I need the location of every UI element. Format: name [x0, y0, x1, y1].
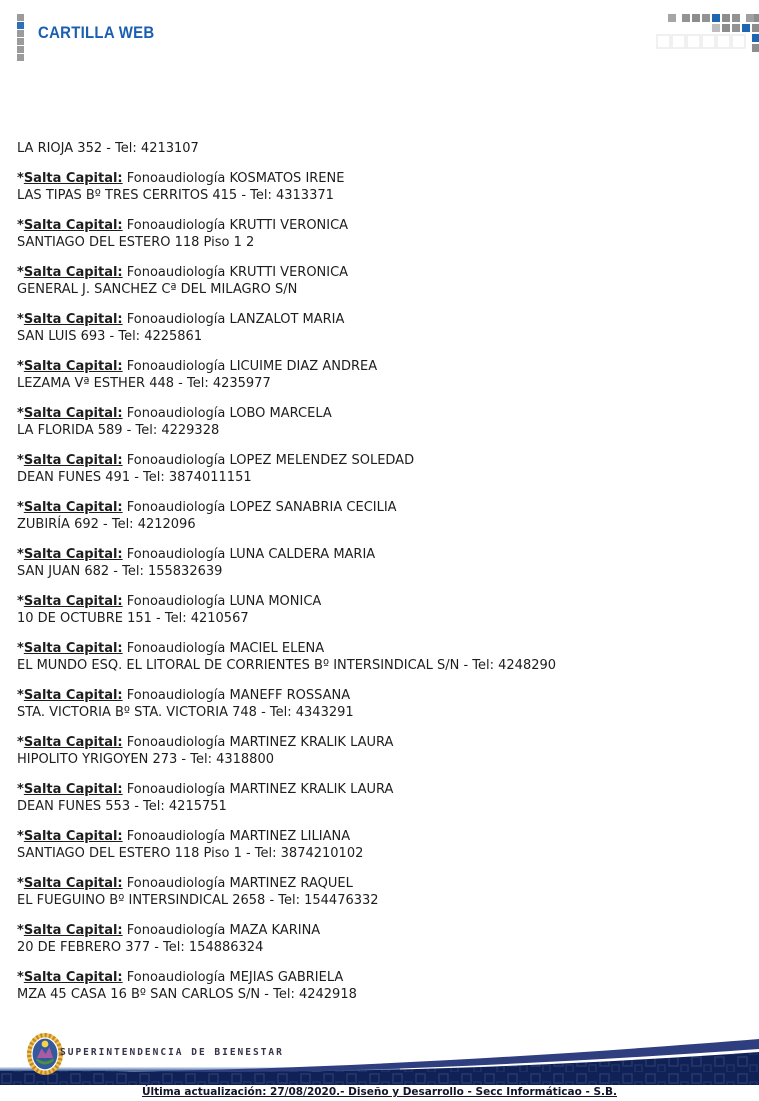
entry-header-line: [17, 311, 742, 328]
entry-marker: *: [17, 218, 24, 233]
directory-entry: [17, 922, 742, 956]
entry-marker: *: [17, 970, 24, 985]
org-logo: [25, 1031, 65, 1077]
entry-address: GENERAL J. SANCHEZ Cª DEL MILAGRO S/N: [17, 282, 298, 297]
footer-update-line: Última actualización: 27/08/2020.- Diseño y Desarrollo - Secc Informáticao - S.B.: [141, 1086, 618, 1098]
entry-label: Salta Capital:: [23, 782, 123, 797]
entry-label: Salta Capital:: [23, 547, 123, 562]
entry-specialty-name: Fonoaudiología LUNA MONICA: [122, 594, 322, 609]
entry-marker: *: [17, 876, 24, 891]
directory-entry: [17, 170, 742, 204]
entry-address: DEAN FUNES 553 - Tel: 4215751: [17, 799, 227, 814]
entry-marker: *: [17, 923, 24, 938]
entry-marker: *: [17, 782, 24, 797]
org-name: SUPERINTENDENCIA DE BIENESTAR: [60, 1047, 284, 1058]
entry-marker: *: [17, 829, 24, 844]
entry-header-line: [17, 546, 742, 563]
entry-address: ZUBIRÍA 692 - Tel: 4212096: [17, 517, 196, 532]
directory-entry: [17, 734, 742, 768]
entry-specialty-name: Fonoaudiología KRUTTI VERONICA: [122, 218, 349, 233]
entry-label: Salta Capital:: [23, 641, 123, 656]
entry-header-line: [17, 875, 742, 892]
entry-header-line: [17, 969, 742, 986]
entry-marker: *: [17, 406, 24, 421]
entry-label: Salta Capital:: [23, 265, 123, 280]
entry-specialty-name: Fonoaudiología LOPEZ MELENDEZ SOLEDAD: [122, 453, 415, 468]
continuation-line: LA RIOJA 352 - Tel: 4213107: [17, 141, 199, 156]
entry-label: Salta Capital:: [23, 829, 123, 844]
entry-marker: *: [17, 359, 24, 374]
directory-entry: [17, 828, 742, 862]
entry-marker: *: [17, 547, 24, 562]
footer: [0, 1028, 759, 1101]
entry-address: SAN JUAN 682 - Tel: 155832639: [17, 564, 223, 579]
entry-address: HIPOLITO YRIGOYEN 273 - Tel: 4318800: [17, 752, 274, 767]
directory-entry: [17, 875, 742, 909]
entry-address: SANTIAGO DEL ESTERO 118 Piso 1 - Tel: 3874210102: [17, 846, 364, 861]
header-squares-decoration: [650, 6, 759, 56]
entry-specialty-name: Fonoaudiología MAZA KARINA: [122, 923, 321, 938]
directory-entry: [17, 781, 742, 815]
directory-entry: [17, 264, 742, 298]
entry-header-line: [17, 640, 742, 657]
entry-header-line: [17, 828, 742, 845]
directory-entry: [17, 687, 742, 721]
entry-label: Salta Capital:: [23, 688, 123, 703]
directory-entry: [17, 358, 742, 392]
entry-marker: *: [17, 265, 24, 280]
entry-specialty-name: Fonoaudiología MARTINEZ RAQUEL: [122, 876, 353, 891]
entry-header-line: [17, 781, 742, 798]
entry-label: Salta Capital:: [23, 406, 123, 421]
brand-squares-icon: [17, 14, 24, 61]
entry-label: Salta Capital:: [23, 218, 123, 233]
entry-marker: *: [17, 312, 24, 327]
entry-specialty-name: Fonoaudiología LOBO MARCELA: [122, 406, 332, 421]
entry-label: Salta Capital:: [23, 594, 123, 609]
directory-list: [17, 170, 742, 1003]
entry-address: LA FLORIDA 589 - Tel: 4229328: [17, 423, 220, 438]
entry-label: Salta Capital:: [23, 735, 123, 750]
entry-marker: *: [17, 641, 24, 656]
entry-specialty-name: Fonoaudiología KRUTTI VERONICA: [122, 265, 349, 280]
directory-entry: [17, 452, 742, 486]
entry-address: EL FUEGUINO Bº INTERSINDICAL 2658 - Tel: 154476332: [17, 893, 379, 908]
entry-header-line: [17, 405, 742, 422]
entry-specialty-name: Fonoaudiología MANEFF ROSSANA: [122, 688, 351, 703]
entry-header-line: [17, 217, 742, 234]
entry-address: 20 DE FEBRERO 377 - Tel: 154886324: [17, 940, 264, 955]
directory-entry: [17, 969, 742, 1003]
header: [0, 0, 759, 60]
entry-label: Salta Capital:: [23, 923, 123, 938]
entry-specialty-name: Fonoaudiología MARTINEZ KRALIK LAURA: [122, 735, 394, 750]
entry-header-line: [17, 170, 742, 187]
entry-address: MZA 45 CASA 16 Bº SAN CARLOS S/N - Tel: 4242918: [17, 987, 357, 1002]
entry-specialty-name: Fonoaudiología LANZALOT MARIA: [122, 312, 345, 327]
entry-marker: *: [17, 171, 24, 186]
directory-entry: [17, 217, 742, 251]
entry-marker: *: [17, 500, 24, 515]
entry-header-line: [17, 922, 742, 939]
entry-header-line: [17, 593, 742, 610]
entry-specialty-name: Fonoaudiología LUNA CALDERA MARIA: [122, 547, 376, 562]
brand: [17, 13, 170, 61]
directory-entry: [17, 546, 742, 580]
entry-address: LEZAMA Vª ESTHER 448 - Tel: 4235977: [17, 376, 271, 391]
entry-specialty-name: Fonoaudiología MEJIAS GABRIELA: [122, 970, 344, 985]
entry-address: SANTIAGO DEL ESTERO 118 Piso 1 2: [17, 235, 255, 250]
entry-marker: *: [17, 453, 24, 468]
entry-specialty-name: Fonoaudiología MACIEL ELENA: [122, 641, 325, 656]
entry-header-line: [17, 358, 742, 375]
entry-header-line: [17, 734, 742, 751]
entry-header-line: [17, 264, 742, 281]
directory-entry: [17, 311, 742, 345]
entry-label: Salta Capital:: [23, 876, 123, 891]
footer-swoosh: [0, 1038, 759, 1088]
directory-entry: [17, 593, 742, 627]
entry-label: Salta Capital:: [23, 453, 123, 468]
entry-header-line: [17, 687, 742, 704]
directory-entry: [17, 405, 742, 439]
entry-address: DEAN FUNES 491 - Tel: 3874011151: [17, 470, 252, 485]
entry-label: Salta Capital:: [23, 171, 123, 186]
entry-address: SAN LUIS 693 - Tel: 4225861: [17, 329, 203, 344]
directory-entry: [17, 499, 742, 533]
entry-specialty-name: Fonoaudiología MARTINEZ KRALIK LAURA: [122, 782, 394, 797]
entry-specialty-name: Fonoaudiología LICUIME DIAZ ANDREA: [122, 359, 378, 374]
entry-address: LAS TIPAS Bº TRES CERRITOS 415 - Tel: 4313371: [17, 188, 334, 203]
entry-specialty-name: Fonoaudiología MARTINEZ LILIANA: [122, 829, 351, 844]
entry-label: Salta Capital:: [23, 970, 123, 985]
entry-label: Salta Capital:: [23, 312, 123, 327]
entry-header-line: [17, 452, 742, 469]
directory: [17, 140, 742, 1016]
entry-specialty-name: Fonoaudiología LOPEZ SANABRIA CECILIA: [122, 500, 397, 515]
entry-header-line: [17, 499, 742, 516]
directory-entry: [17, 640, 742, 674]
entry-address: EL MUNDO ESQ. EL LITORAL DE CORRIENTES Bº INTERSINDICAL S/N - Tel: 4248290: [17, 658, 557, 673]
entry-address: STA. VICTORIA Bº STA. VICTORIA 748 - Tel: 4343291: [17, 705, 354, 720]
entry-marker: *: [17, 594, 24, 609]
entry-marker: *: [17, 688, 24, 703]
entry-label: Salta Capital:: [23, 500, 123, 515]
page-title: CARTILLA WEB: [38, 23, 155, 42]
entry-specialty-name: Fonoaudiología KOSMATOS IRENE: [122, 171, 345, 186]
entry-label: Salta Capital:: [23, 359, 123, 374]
entry-address: 10 DE OCTUBRE 151 - Tel: 4210567: [17, 611, 249, 626]
entry-marker: *: [17, 735, 24, 750]
